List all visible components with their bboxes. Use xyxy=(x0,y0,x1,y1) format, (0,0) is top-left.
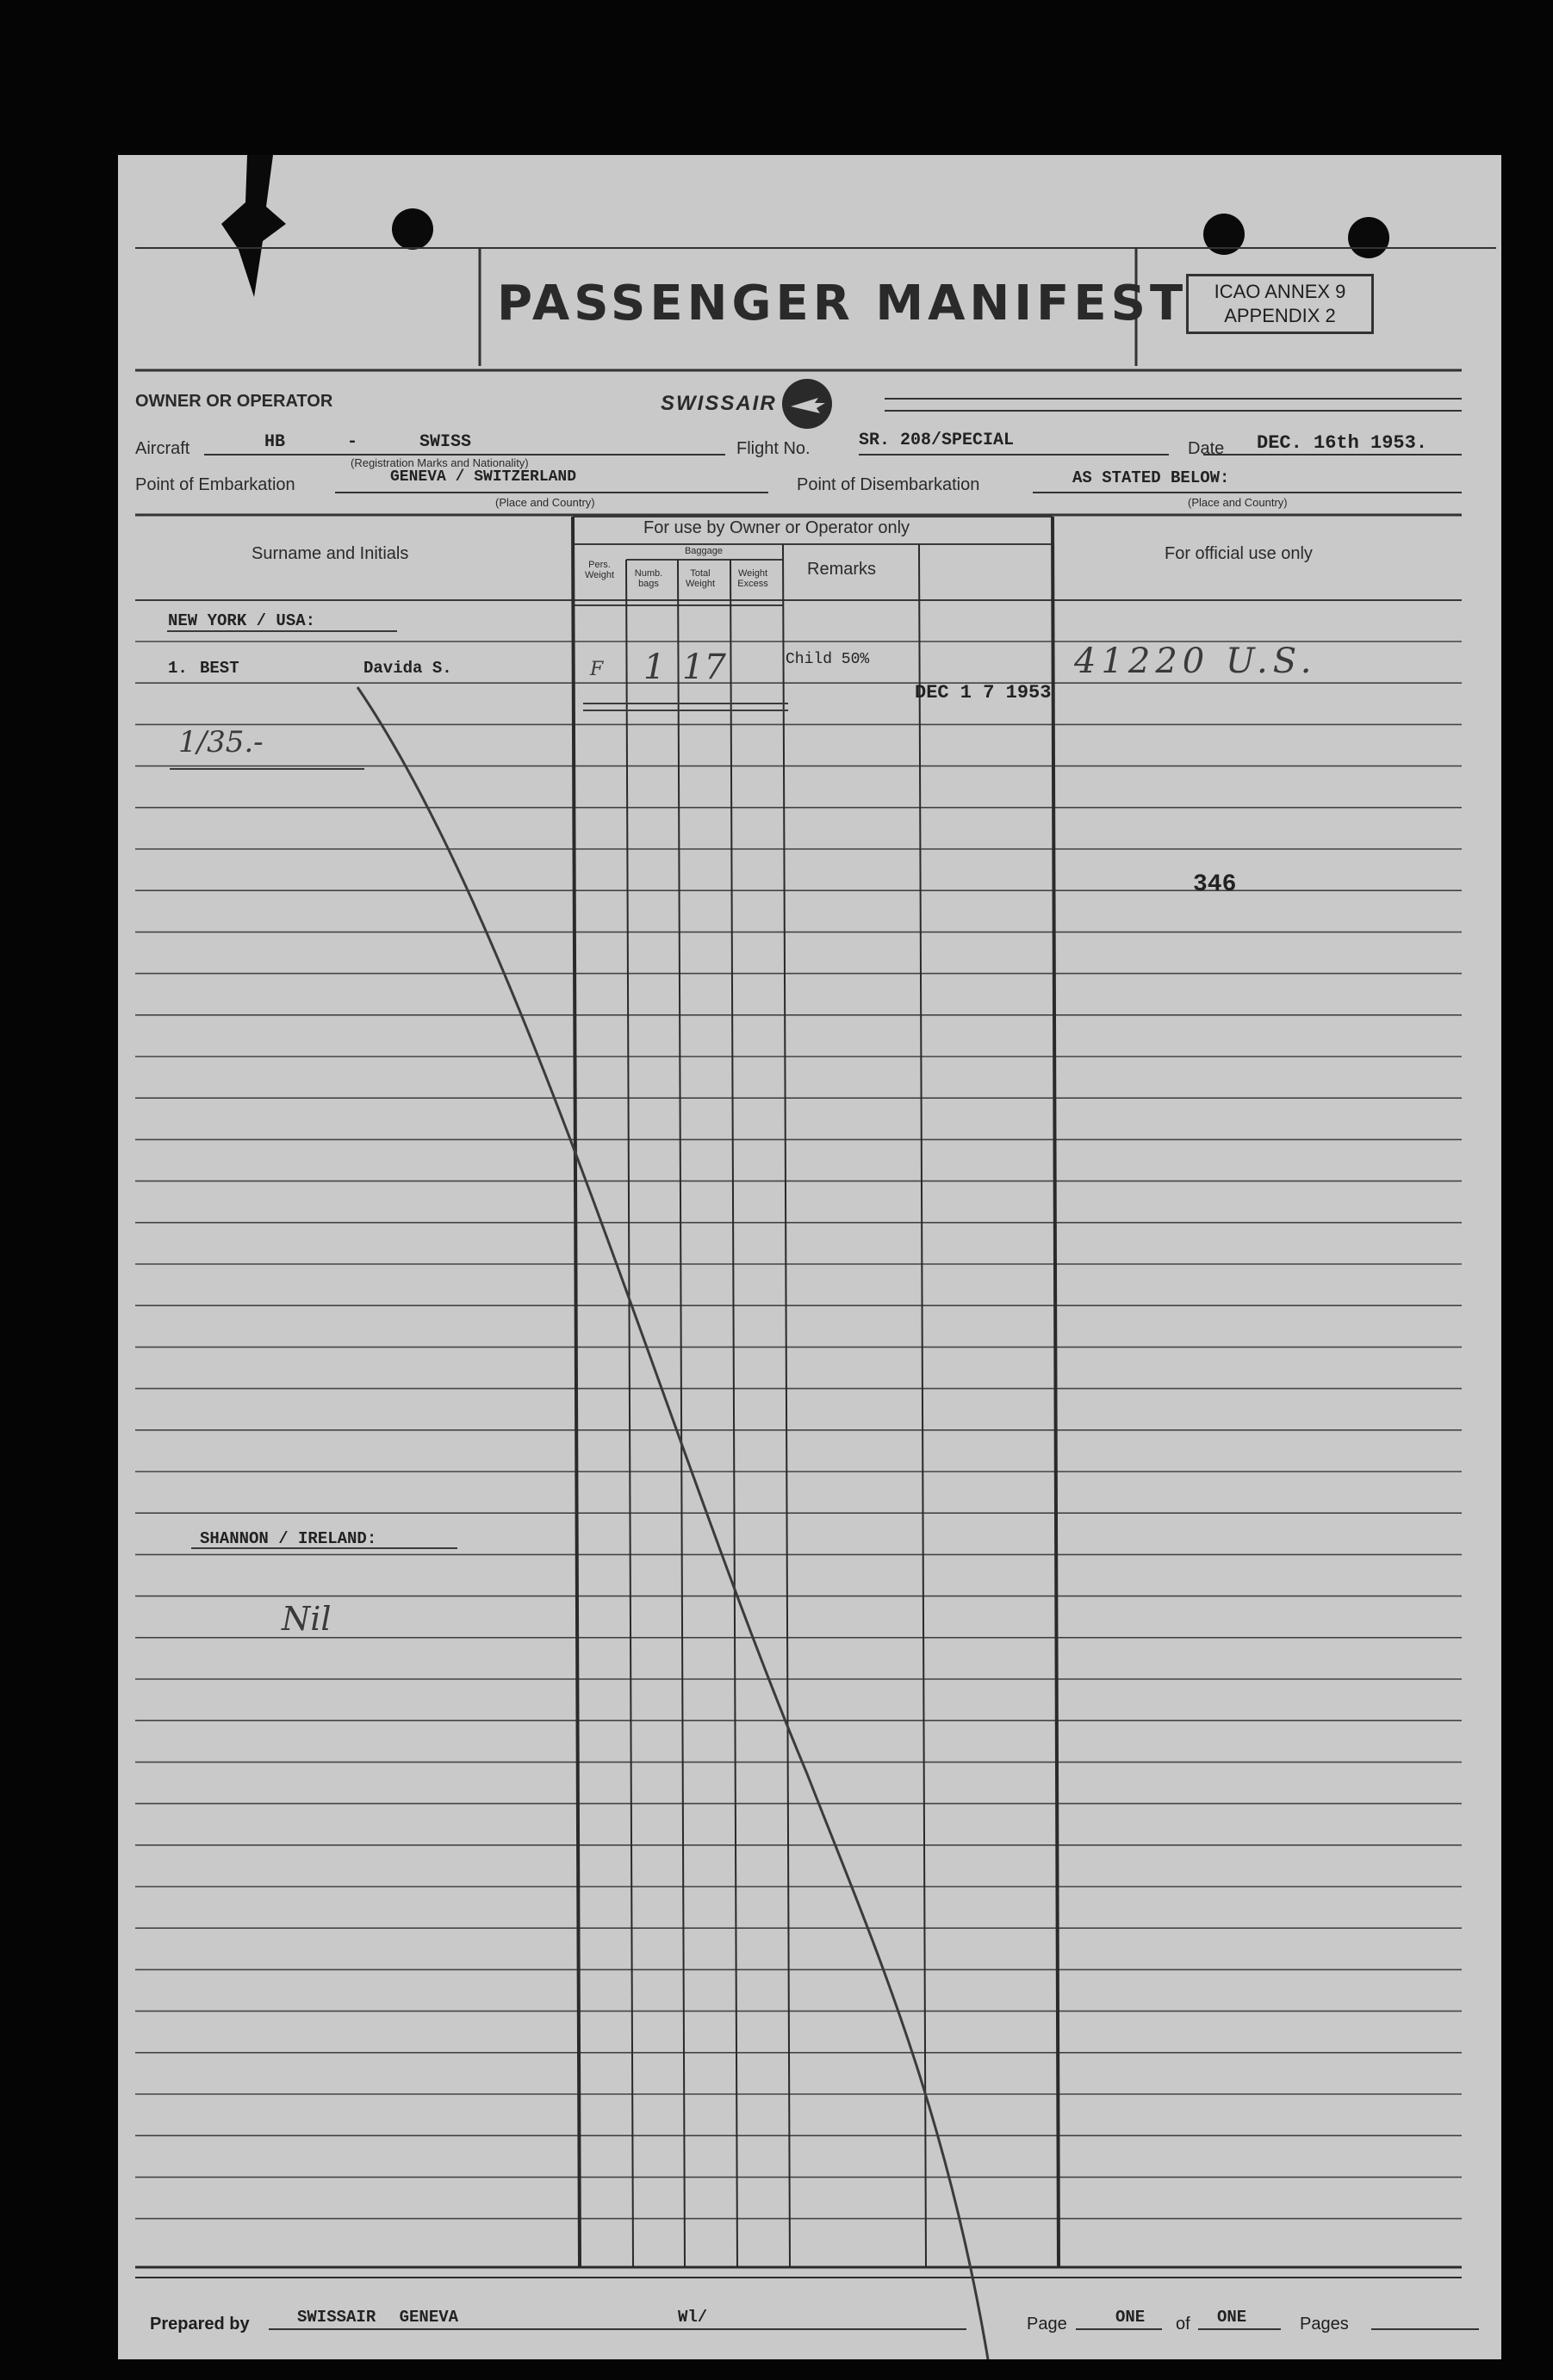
manifest-grid xyxy=(118,155,1501,2359)
passenger-given-name: Davida S. xyxy=(363,659,452,678)
disembarkation-label: Point of Disembarkation xyxy=(797,475,980,494)
disembarkation-hint: (Place and Country) xyxy=(1188,496,1288,509)
passenger-surname: BEST xyxy=(200,659,239,678)
col-surname-header: Surname and Initials xyxy=(252,544,409,563)
received-date-stamp: DEC 1 7 1953 xyxy=(915,682,1052,703)
embarkation-value: GENEVA / SWITZERLAND xyxy=(390,468,577,486)
col-weight-excess-header: Weight Excess xyxy=(737,568,768,589)
annex-line: ICAO ANNEX 9 xyxy=(1214,281,1346,302)
embarkation-hint: (Place and Country) xyxy=(495,496,595,509)
manifest-sheet xyxy=(118,155,1501,2359)
embarkation-label: Point of Embarkation xyxy=(135,475,295,494)
preparer-initials: Wl/ xyxy=(678,2308,708,2327)
pages-label: Pages xyxy=(1300,2315,1349,2334)
col-numb-bags-header: Numb. bags xyxy=(634,568,663,589)
aircraft-label: Aircraft xyxy=(135,439,190,458)
date-value: DEC. 16th 1953. xyxy=(1257,432,1428,454)
disembarkation-value: AS STATED BELOW: xyxy=(1072,468,1230,487)
appendix-line: APPENDIX 2 xyxy=(1224,305,1336,326)
of-label: of xyxy=(1176,2315,1190,2334)
cancellation-line xyxy=(357,687,988,2359)
col-pers-weight-header: Pers. Weight xyxy=(584,560,615,580)
registration-hint: (Registration Marks and Nationality) xyxy=(351,456,529,469)
col-total-weight-header: Total Weight xyxy=(685,568,716,589)
passenger-bag-count: 1 xyxy=(643,648,666,687)
page-value: ONE xyxy=(1115,2308,1146,2327)
page-title: PASSENGER MANIFEST xyxy=(497,276,1188,332)
official-note: 41220 U.S. xyxy=(1074,641,1317,681)
destination-shannon: SHANNON / IRELAND: xyxy=(200,1529,377,1548)
footer-lines xyxy=(118,2325,1501,2334)
page-counter xyxy=(1027,2315,1067,2334)
passenger-number: 1. xyxy=(168,659,188,678)
passenger-weight-mark: F xyxy=(590,659,604,680)
aircraft-value: HB - SWISS xyxy=(264,432,472,452)
flight-label: Flight No. xyxy=(736,439,811,458)
swissair-logo-text: SWISSAIR xyxy=(661,392,777,415)
prepared-by-label: Prepared by xyxy=(150,2315,250,2334)
owner-label: OWNER OR OPERATOR xyxy=(135,392,333,411)
col-official-header: For official use only xyxy=(1165,544,1313,563)
pages-value: ONE xyxy=(1217,2308,1247,2327)
date-label: Date xyxy=(1188,439,1225,458)
page-label: Page xyxy=(1027,2315,1067,2334)
baggage-group-header: Baggage xyxy=(684,546,724,556)
handwritten-fare-note: 1/35.- xyxy=(178,725,264,759)
owner-group-header: For use by Owner or Operator only xyxy=(643,518,910,537)
passenger-remarks: Child 50% xyxy=(786,651,870,668)
destination-new-york: NEW YORK / USA: xyxy=(168,611,316,630)
flight-value: SR. 208/SPECIAL xyxy=(859,431,1015,450)
col-remarks-header: Remarks xyxy=(807,560,877,579)
prepared-by-value: SWISSAIR GENEVA xyxy=(297,2308,459,2327)
passenger-total-weight: 17 xyxy=(682,648,726,687)
stamp-number: 346 xyxy=(1193,871,1237,898)
shannon-nil-note: Nil xyxy=(282,1600,332,1638)
